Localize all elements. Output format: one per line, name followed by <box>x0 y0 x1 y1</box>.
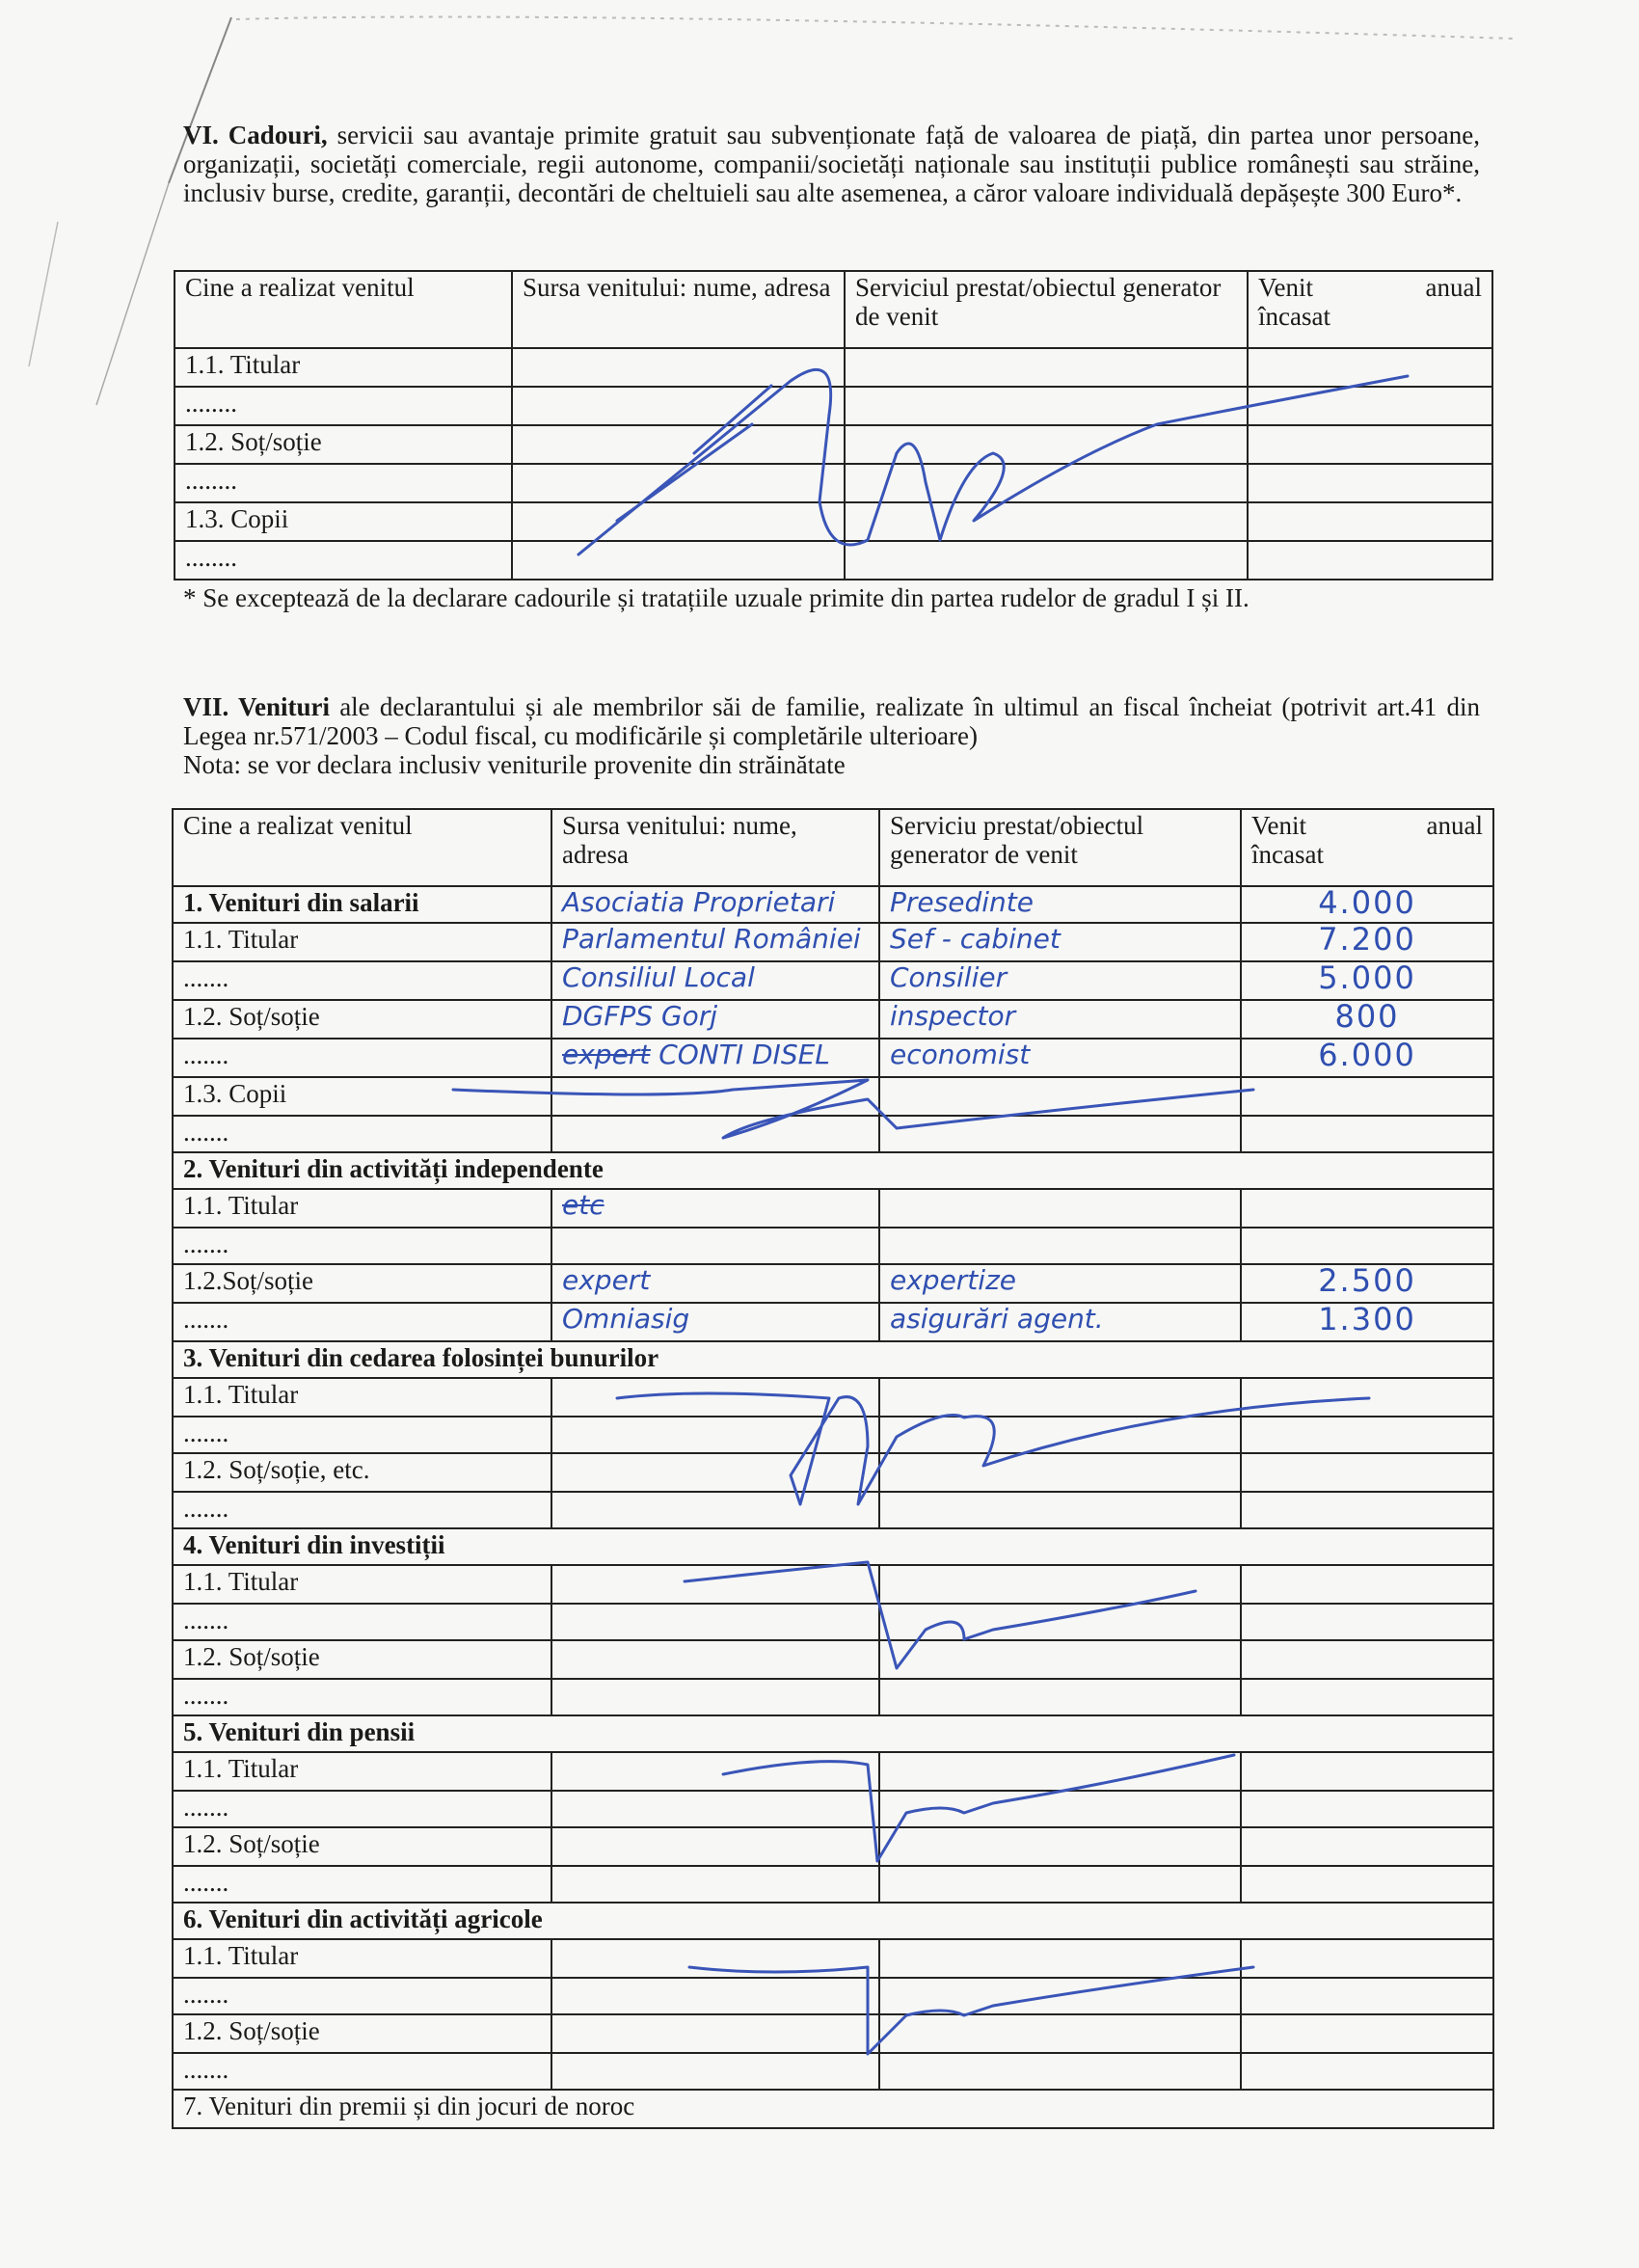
struck-text: expert <box>562 1039 651 1070</box>
section-7-text: ale declarantului și ale membrilor săi de familie, realizate în ultimul an fiscal încheiat (potrivit art.41 din Legea nr.571/2003 – Codul fiscal, cu modificările și completările ulterioare) <box>183 692 1481 750</box>
table-row: ....... Omniasig asigurări agent. 1.300 <box>173 1303 1493 1341</box>
category-prizes: 7. Venituri din premii și din jocuri de noroc <box>173 2090 1493 2128</box>
independent-amount-1: 2.500 <box>1241 1264 1493 1303</box>
gifts-table-header <box>175 271 1492 348</box>
table-row: ....... Consiliul Local Consilier 5.000 <box>173 961 1493 1000</box>
table-row: ....... <box>173 1978 1493 2014</box>
independent-source-2: Omniasig <box>551 1303 879 1341</box>
independent-source-1: expert <box>551 1264 879 1303</box>
salary-amount-1: 4.000 <box>1241 886 1493 923</box>
table-row: 1.2.Soț/soție expert expertize 2.500 <box>173 1264 1493 1303</box>
table-row: 1.2. Soț/soție <box>175 425 1492 464</box>
category-investments: 4. Venituri din investiții <box>173 1528 1493 1565</box>
table-row: 1.3. Copii <box>175 502 1492 541</box>
independent-service-2: asigurări agent. <box>879 1303 1241 1341</box>
table-row: ....... <box>173 1228 1493 1264</box>
header-income: Venit anual încasat <box>1248 271 1492 348</box>
section-6-heading <box>183 121 1480 207</box>
table-row: ....... <box>173 1791 1493 1827</box>
header-service: Serviciul prestat/obiectul generator de venit <box>845 271 1248 348</box>
category-agricultural: 6. Venituri din activități agricole <box>173 1903 1493 1939</box>
table-row: 1.2. Soț/soție, etc. <box>173 1453 1493 1492</box>
section-7-heading <box>183 692 1480 779</box>
gifts-table <box>174 270 1493 580</box>
section-6-text: servicii sau avantaje primite gratuit sau subvenționate față de valoarea de piață, din partea unor persoane, organizații, societăți comerciale, regii autonome, companii/societăți naționale sau instituții publice românești sau străine, inclusiv burse, credite, garanții, decontări de cheltuieli sau alte asemenea, a căror valoare individuală depășește 300 Euro*. <box>183 121 1480 207</box>
salary-service-1: Presedinte <box>879 886 1241 923</box>
table-row: 1.1. Titular <box>173 1939 1493 1978</box>
table-row: ....... <box>173 1116 1493 1152</box>
struck-text: etc <box>562 1189 605 1221</box>
salary-source-4: DGFPS Gorj <box>551 1000 879 1039</box>
category-salaries: 1. Venituri din salarii Asociatia Proprietari Presedinte 4.000 <box>173 886 1493 923</box>
table-row: 1.2. Soț/soție DGFPS Gorj inspector 800 <box>173 1000 1493 1039</box>
table-row: ....... <box>173 1604 1493 1640</box>
table-row: ........ <box>175 464 1492 502</box>
table-row: 1.1. Titular Parlamentul României Sef - cabinet 7.200 <box>173 923 1493 961</box>
category-property-use: 3. Venituri din cedarea folosinței bunurilor <box>173 1341 1493 1378</box>
category-independent: 2. Venituri din activități independente <box>173 1152 1493 1189</box>
table-row: 1.1. Titular <box>173 1565 1493 1604</box>
salary-source-1: Asociatia Proprietari <box>551 886 879 923</box>
salary-source-3: Consiliul Local <box>551 961 879 1000</box>
table-row: 1.1. Titular <box>175 348 1492 387</box>
table-row: 1.1. Titular <box>173 1752 1493 1791</box>
salary-amount-4: 800 <box>1241 1000 1493 1039</box>
income-table <box>172 808 1494 2129</box>
header-income: Venit anual încasat <box>1241 809 1493 886</box>
table-row: 1.1. Titular <box>173 1378 1493 1417</box>
salary-source-5: expert CONTI DISEL <box>551 1039 879 1077</box>
table-row: ....... <box>173 1417 1493 1453</box>
salary-service-4: inspector <box>879 1000 1241 1039</box>
independent-amount-2: 1.300 <box>1241 1303 1493 1341</box>
table-row: ........ <box>175 387 1492 425</box>
header-source: Sursa venitului: nume, adresa <box>551 809 879 886</box>
salary-source-2: Parlamentul României <box>551 923 879 961</box>
salary-service-2: Sef - cabinet <box>879 923 1241 961</box>
table-row: 1.1. Titular etc <box>173 1189 1493 1228</box>
gifts-footnote: * Se exceptează de la declarare cadourile și tratațiile uzuale primite din partea rudelor de gradul I și II. <box>183 583 1249 612</box>
table-row: ....... <box>173 2053 1493 2090</box>
table-row: ....... expert CONTI DISEL economist 6.000 <box>173 1039 1493 1077</box>
header-who: Cine a realizat venitul <box>173 809 551 886</box>
table-row: 1.3. Copii <box>173 1077 1493 1116</box>
salary-amount-2: 7.200 <box>1241 923 1493 961</box>
table-row: 1.2. Soț/soție <box>173 1640 1493 1679</box>
section-7-title: VII. Venituri <box>183 692 330 721</box>
category-pensions: 5. Venituri din pensii <box>173 1715 1493 1752</box>
table-row: 1.2. Soț/soție <box>173 2014 1493 2053</box>
table-row: 1.2. Soț/soție <box>173 1827 1493 1866</box>
table-row: ........ <box>175 541 1492 580</box>
table-row: ....... <box>173 1679 1493 1715</box>
salary-amount-3: 5.000 <box>1241 961 1493 1000</box>
header-source: Sursa venitului: nume, adresa <box>512 271 845 348</box>
header-service: Serviciu prestat/obiectul generator de venit <box>879 809 1241 886</box>
table-row: ....... <box>173 1866 1493 1903</box>
section-7-note: Nota: se vor declara inclusiv veniturile provenite din străinătate <box>183 750 846 779</box>
income-table-header <box>173 809 1493 886</box>
salary-service-3: Consilier <box>879 961 1241 1000</box>
salary-amount-5: 6.000 <box>1241 1039 1493 1077</box>
table-row: ....... <box>173 1492 1493 1528</box>
independent-service-1: expertize <box>879 1264 1241 1303</box>
salary-service-5: economist <box>879 1039 1241 1077</box>
section-6-title: VI. Cadouri, <box>183 121 328 149</box>
header-who: Cine a realizat venitul <box>175 271 512 348</box>
